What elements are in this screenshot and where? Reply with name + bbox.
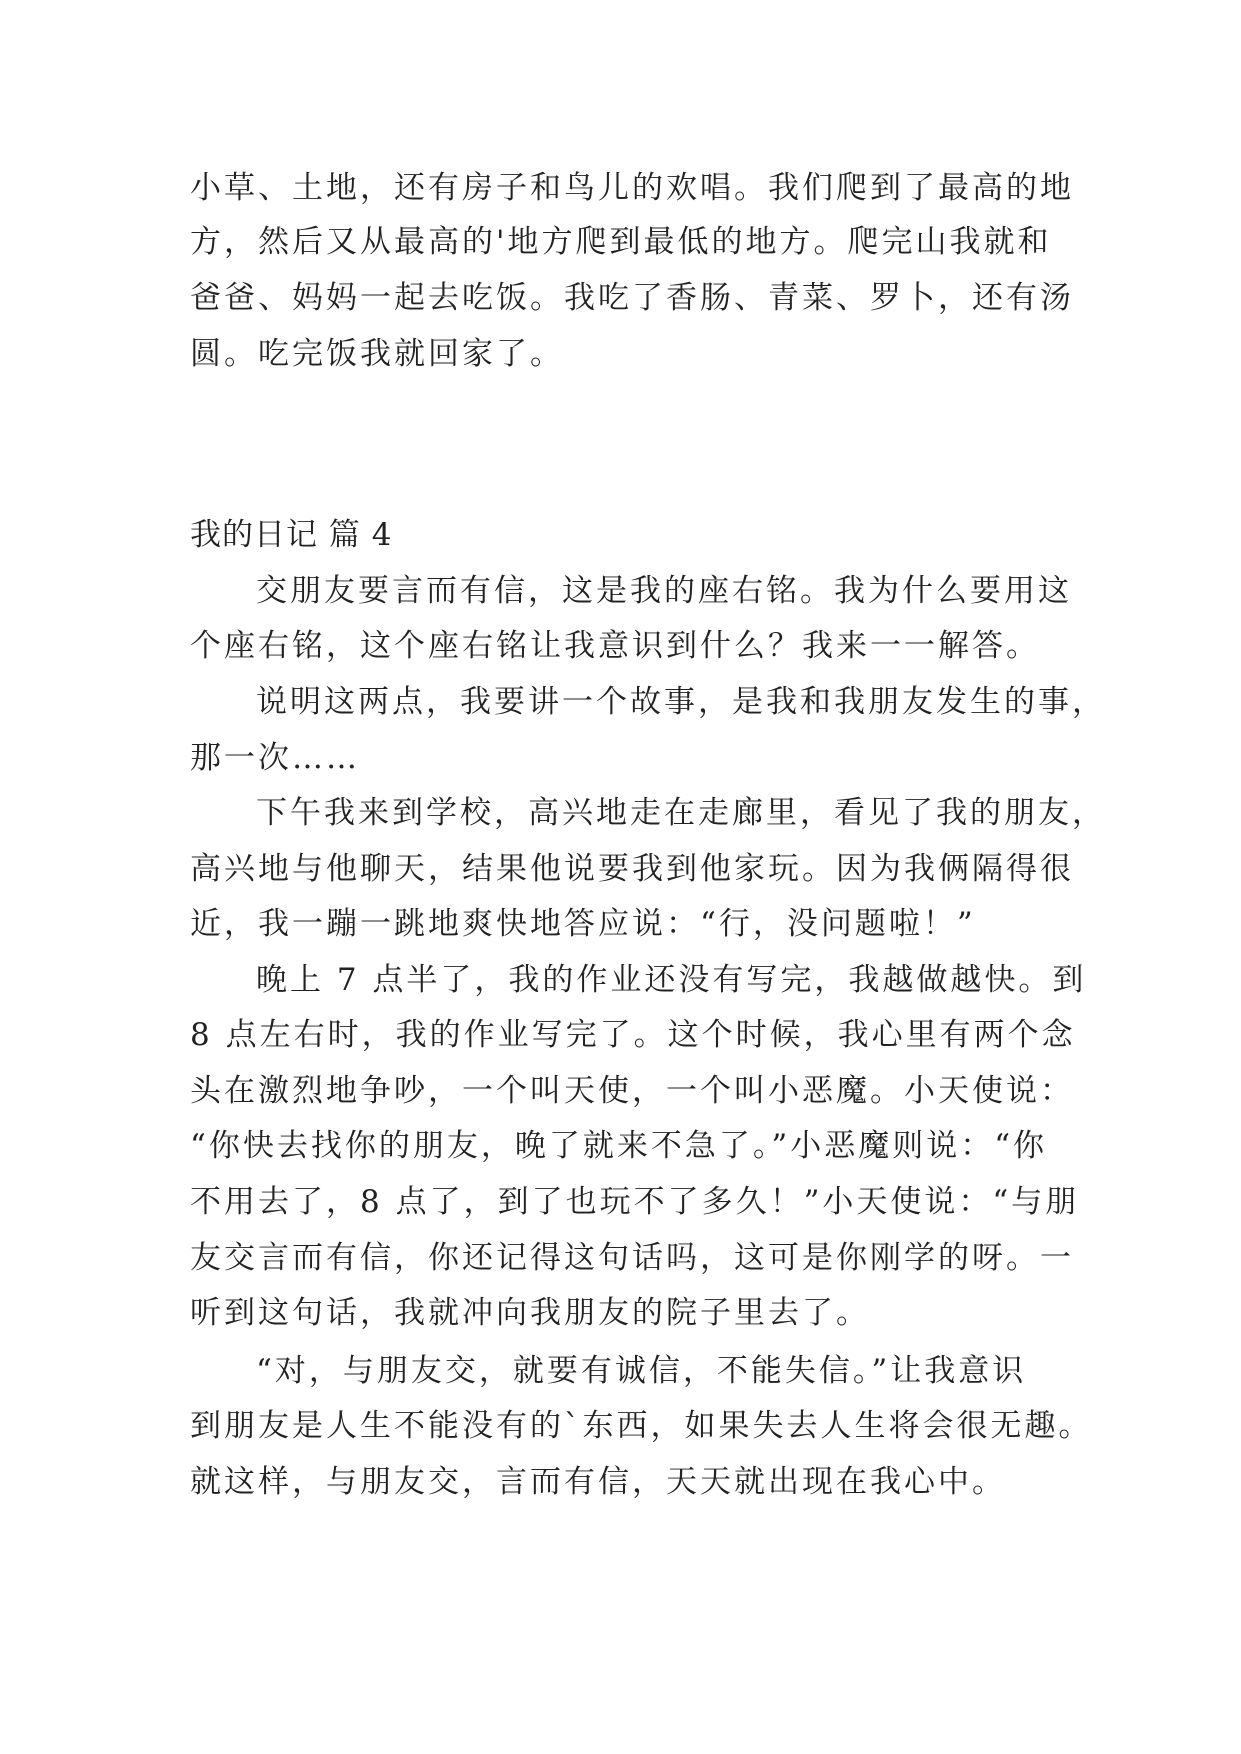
paragraph-line: 说明这两点，我要讲一个故事，是我和我朋友发生的事， [256,684,1106,720]
paragraph-line: 就这样，与朋友交，言而有信，天天就出现在我心中。 [190,1464,1006,1500]
paragraph-line: 圆。吃完饭我就回家了。 [190,336,564,372]
paragraph-line: “你快去找你的朋友，晚了就来不急了。”小恶魔则说：“你 [190,1128,1048,1164]
paragraph-line: 小草、土地，还有房子和鸟儿的欢唱。我们爬到了最高的地 [190,170,1074,206]
paragraph-line: 方，然后又从最高的'地方爬到最低的地方。爬完山我就和 [190,224,1052,260]
paragraph-line: 交朋友要言而有信，这是我的座右铭。我为什么要用这 [256,573,1072,609]
paragraph-line: 不用去了，8 点了，到了也玩不了多久！”小天使说：“与朋 [190,1184,1080,1220]
paragraph-line: 高兴地与他聊天，结果他说要我到他家玩。因为我俩隔得很 [190,851,1074,887]
paragraph-line: 友交言而有信，你还记得这句话吗，这可是你刚学的呀。一 [190,1240,1074,1276]
paragraph-line: 下午我来到学校，高兴地走在走廊里，看见了我的朋友， [256,795,1106,831]
paragraph-line: “对，与朋友交，就要有诚信，不能失信。”让我意识 [256,1353,1027,1389]
section-title: 我的日记 篇 4 [190,517,393,553]
paragraph-line: 8 点左右时，我的作业写完了。这个时候，我心里有两个念 [190,1017,1076,1053]
paragraph-line: 头在激烈地争吵，一个叫天使，一个叫小恶魔。小天使说： [190,1073,1074,1109]
paragraph-line: 听到这句话，我就冲向我朋友的院子里去了。 [190,1295,870,1331]
paragraph-line: 近，我一蹦一跳地爽快地答应说：“行，没问题啦！” [190,906,976,942]
paragraph-line: 爸爸、妈妈一起去吃饭。我吃了香肠、青菜、罗卜，还有汤 [190,280,1074,316]
paragraph-line: 晚上 7 点半了，我的作业还没有写完，我越做越快。到 [256,962,1087,998]
paragraph-line: 那一次…… [190,740,360,776]
paragraph-line: 个座右铭，这个座右铭让我意识到什么？我来一一解答。 [190,628,1040,664]
paragraph-line: 到朋友是人生不能没有的`东西，如果失去人生将会很无趣。 [190,1408,1093,1444]
